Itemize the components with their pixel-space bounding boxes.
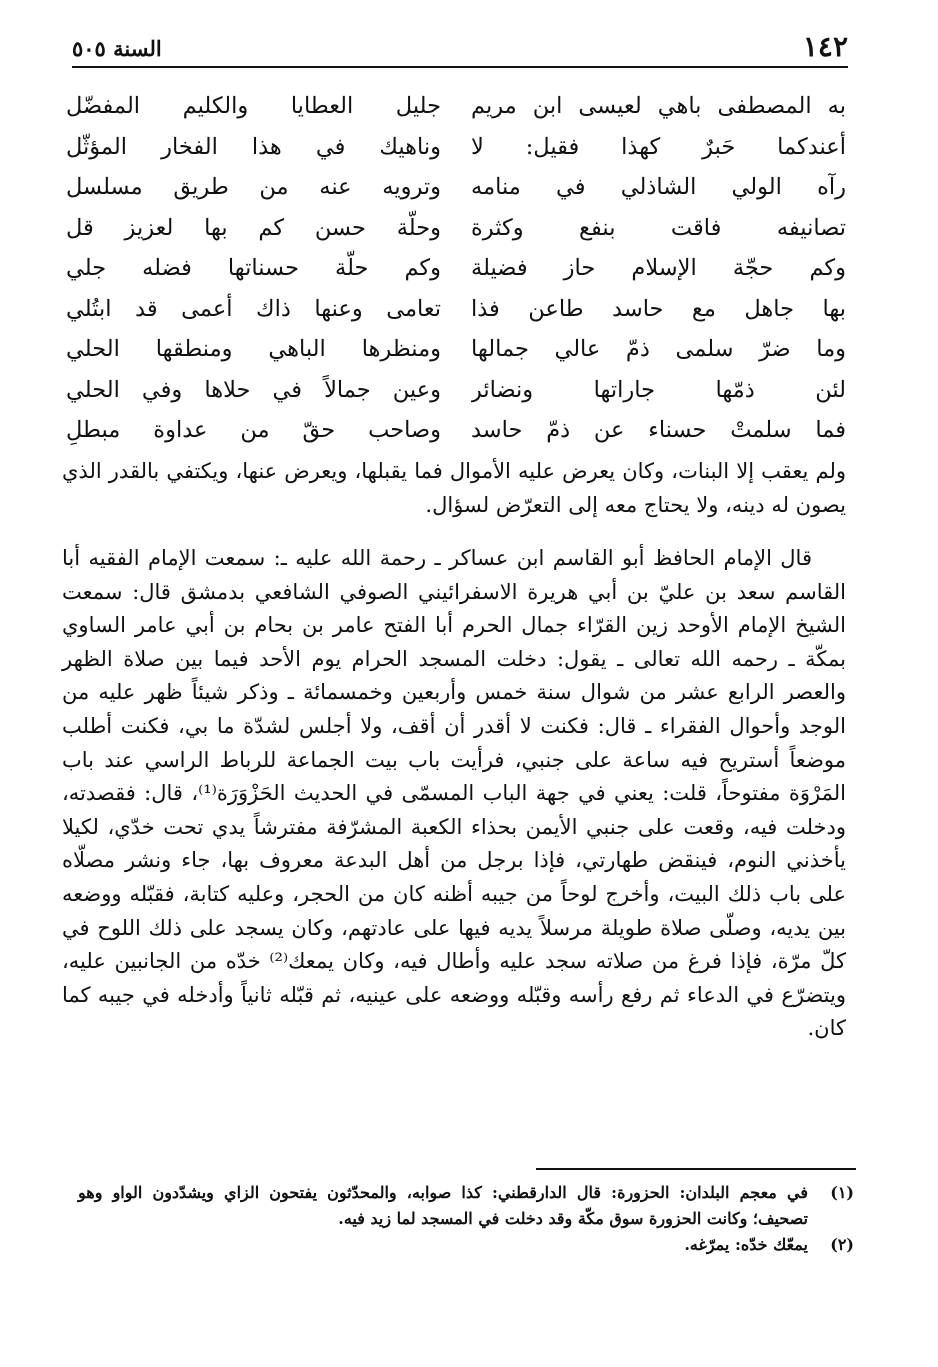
verse-second-hemistich: وناهيك في هذا الفخار المؤثّل [66,133,441,160]
page-number: ١٤٢ [802,30,848,63]
verse [66,127,846,168]
verse-second-hemistich: تعامى وعنها ذاك أعمى قد ابتُلي [66,295,441,322]
verse [66,370,846,411]
footnote-number: (١) [830,1183,854,1202]
verse-second-hemistich: ومنظرها الباهي ومنطقها الحلي [66,336,441,362]
running-head: السنة ٥٠٥ [72,36,162,61]
verse-first-hemistich: لئن ذمّها جاراتها ونضائر [471,376,846,403]
verse [66,248,846,289]
footnote-number: (٢) [830,1235,854,1254]
footnote-text: في معجم البلدان: الحزورة: قال الدارقطني: كذا صوابه، والمحدّثون يفتحون الزاي ويشدّدون الواو وهو تصحيف؛ وكانت الحزورة سوق مكّة وقد دخلت في المسجد لما زيد فيه. [78,1183,808,1228]
header-rule [72,66,848,68]
body-paragraph: ولم يعقب إلا البنات، وكان يعرض عليه الأموال فما يقبلها، ويعرض عنها، ويكتفي بالقدر الذي يصون له دينه، ولا يحتاج معه إلى التعرّض لسؤال. [62,459,846,517]
body-paragraph: قال الإمام الحافظ أبو القاسم ابن عساكر ـ رحمة الله عليه ـ: سمعت الإمام الفقيه أبا القاسم سعد بن عليّ بن أبي هريرة الاسفرائيني الصوفي الشافعي بدمشق قال: سمعت الشيخ الإمام الأوحد زين القرّاء جمال الحرم أبا الفتح عامر بن بحام بن أبي عامر الساوي بمكّة ـ رحمه الله تعالى ـ يقول: دخلت المسجد الحرام يوم الأحد فيما بين صلاة الظهر والعصر الرابع عشر من شوال سنة خمس وأربعين وخمسمائة ـ وذكر شيئاً ظهر عليه من الوجد وأحوال الفقراء ـ قال: فكنت لا أقدر أن أقف، ولا أجلس لشدّة ما بي، فكنت أطلب موضعاً أستريح فيه ساعة على جنبي، فرأيت باب بيت الجماعة للرباط الراسي عند باب المَرْوَة مفتوحاً، قلت: يعني في جهة الباب المسمّى في الحديث الحَزْوَرَة⁽¹⁾، قال: فقصدته، ودخلت فيه، وقعت على جنبي الأيمن بحذاء الكعبة المشرّفة مفترشاً يدي تحت خدّي، لكيلا يأخذني النوم، فينقض طهارتي، فإذا برجل من أهل البدعة معروف بها، جاء ونشر مصلّاه على باب ذلك البيت، وأخرج لوحاً من جيبه أظنه كان من الحجر، وعليه كتابة، فقبّله ووضعه بين يديه، وصلّى صلاة طويلة مرسلاً يديه فيها على عادتهم، وكان يسجد على ذلك اللوح في كلّ مرّة، فإذا فرغ من صلاته سجد عليه وأطال فيه، وكان يمعك⁽²⁾ خدّه من الجانبين عليه، ويتضرّع في الدعاء ثم رفع رأسه وقبّله ووضعه على عينيه، ثم قبّله ثانياً وأدخله في جيبه كما كان. [62,546,846,1041]
footnote [78,1180,854,1232]
verse-second-hemistich: وترويه عنه من طريق مسلسل [66,174,441,200]
verse-first-hemistich: بها جاهل مع حاسد طاعن فذا [471,295,846,322]
verse-second-hemistich: وكم حلّة حسناتها فضله جلي [66,255,441,281]
footnote [78,1232,854,1258]
verse-second-hemistich: وعين جمالاً في حلاها وفي الحلي [66,376,441,403]
verse-first-hemistich: رآه الولي الشاذلي في منامه [471,174,846,200]
footnote-rule [536,1168,856,1170]
verse-first-hemistich: فما سلمتْ حسناء عن ذمّ حاسد [471,417,846,443]
verse [66,329,846,370]
verse-first-hemistich: أعندكما حَبرٌ كهذا فقيل: لا [471,133,846,160]
verse [66,86,846,127]
verse-second-hemistich: وصاحب حقّ من عداوة مبطلِ [66,417,441,443]
page-header [72,30,848,66]
verse-first-hemistich: وما ضرّ سلمى ذمّ عالي جمالها [471,336,846,362]
verse-second-hemistich: وحلّة حسن كم بها لعزيز قل [66,214,441,241]
verse-first-hemistich: وكم حجّة الإسلام حاز فضيلة [471,255,846,281]
verse-first-hemistich: به المصطفى باهي لعيسى ابن مريم [471,93,846,119]
verse [66,208,846,249]
footnote-text: يمعّك خدّه: يمرّغه. [684,1235,808,1254]
verse-second-hemistich: جليل العطايا والكليم المفضّل [66,93,441,119]
poem [66,86,846,451]
verse-first-hemistich: تصانيفه فاقت بنفع وكثرة [471,214,846,241]
footnotes [78,1180,854,1258]
verse [66,289,846,330]
verse [66,167,846,208]
verse [66,410,846,451]
